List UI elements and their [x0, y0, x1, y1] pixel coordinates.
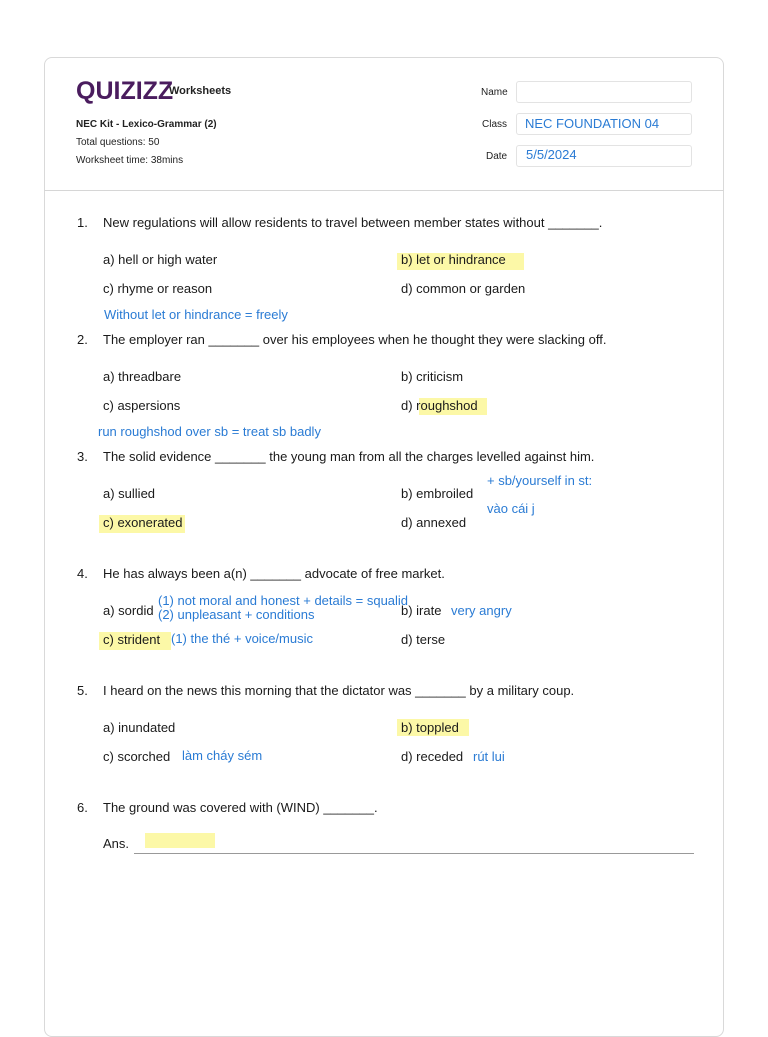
- handwritten-note: rút lui: [473, 749, 505, 764]
- name-label: Name: [481, 87, 508, 98]
- question-text: The ground was covered with (WIND) _______.: [103, 800, 378, 815]
- question-number: 1.: [77, 215, 88, 230]
- option-d[interactable]: d) common or garden: [401, 281, 526, 296]
- highlight-answer: [145, 833, 215, 848]
- handwritten-note: làm cháy sém: [182, 748, 263, 763]
- class-value: NEC FOUNDATION 04: [525, 116, 660, 131]
- date-value: 5/5/2024: [526, 147, 577, 162]
- handwritten-note: + sb/yourself in st:: [487, 473, 593, 488]
- option-d[interactable]: d) receded: [401, 749, 464, 764]
- question-text: New regulations will allow residents to travel between member states without _______.: [103, 215, 603, 230]
- worksheet-title: NEC Kit - Lexico-Grammar (2): [76, 119, 217, 130]
- option-a[interactable]: a) hell or high water: [103, 252, 218, 267]
- question-text: The employer ran _______ over his employees when he thought they were slacking off.: [103, 332, 607, 347]
- worksheet-card: [44, 57, 724, 1037]
- option-a[interactable]: a) sullied: [103, 486, 156, 501]
- worksheet-time: Worksheet time: 38mins: [76, 155, 184, 166]
- date-label: Date: [486, 151, 508, 162]
- option-d[interactable]: d) roughshod: [401, 398, 478, 413]
- handwritten-note: (1) not moral and honest + details = squalid: [158, 593, 409, 608]
- option-d[interactable]: d) terse: [401, 632, 446, 647]
- question-text: The solid evidence _______ the young man from all the charges levelled against him.: [103, 449, 595, 464]
- class-label: Class: [482, 119, 508, 130]
- answer-input-line[interactable]: [134, 853, 694, 854]
- option-a[interactable]: a) sordid: [103, 603, 154, 618]
- option-b[interactable]: b) criticism: [401, 369, 464, 384]
- quizizz-logo: QUIZIZZ: [76, 77, 174, 105]
- option-a[interactable]: a) threadbare: [103, 369, 182, 384]
- option-b[interactable]: b) toppled: [401, 720, 459, 735]
- question-number: 4.: [77, 566, 88, 581]
- option-a[interactable]: a) inundated: [103, 720, 176, 735]
- option-c[interactable]: c) aspersions: [103, 398, 181, 413]
- option-b[interactable]: b) let or hindrance: [401, 252, 506, 267]
- logo-subtitle: Worksheets: [169, 85, 232, 97]
- option-d[interactable]: d) annexed: [401, 515, 467, 530]
- handwritten-note: (2) unpleasant + conditions: [158, 607, 315, 622]
- handwritten-note: vào cái j: [487, 501, 535, 516]
- option-b[interactable]: b) irate: [401, 603, 442, 618]
- name-field[interactable]: [516, 81, 692, 103]
- total-questions: Total questions: 50: [76, 137, 160, 148]
- option-c[interactable]: c) strident: [103, 632, 161, 647]
- option-b[interactable]: b) embroiled: [401, 486, 474, 501]
- option-c[interactable]: c) exonerated: [103, 515, 183, 530]
- question-text: I heard on the news this morning that the dictator was _______ by a military coup.: [103, 683, 575, 698]
- question-number: 6.: [77, 800, 88, 815]
- option-c[interactable]: c) rhyme or reason: [103, 281, 213, 296]
- question-number: 5.: [77, 683, 88, 698]
- handwritten-note: very angry: [451, 603, 512, 618]
- handwritten-note: (1) the thé + voice/music: [171, 631, 313, 646]
- question-text: He has always been a(n) _______ advocate of free market.: [103, 566, 445, 581]
- question-number: 2.: [77, 332, 88, 347]
- handwritten-note: run roughshod over sb = treat sb badly: [98, 424, 321, 439]
- handwritten-note: Without let or hindrance = freely: [104, 307, 288, 322]
- header-divider: [44, 190, 724, 191]
- question-number: 3.: [77, 449, 88, 464]
- answer-label: Ans.: [103, 836, 130, 851]
- option-c[interactable]: c) scorched: [103, 749, 171, 764]
